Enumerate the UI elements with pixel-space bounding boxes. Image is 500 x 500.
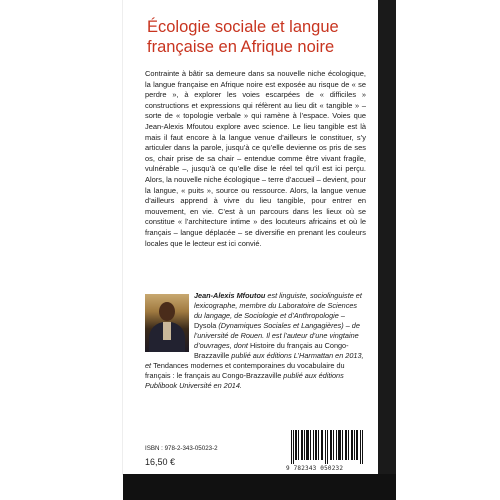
author-bio-3: (Dynamiques Sociales et Langagières) – de l’université de Rouen. Il est l’auteur d’une vingtaine d’ouvrages, dont xyxy=(194,321,360,350)
blurb xyxy=(145,69,366,249)
barcode-digits: 9 782343 050232 xyxy=(286,465,344,472)
blurb-text: Contrainte à bâtir sa demeure dans sa nouvelle niche écologique, la langue française en Afrique noire est exposée au risque de « se perdre », à explorer les voies escarpées de « difficiles » constructions et expressions qui réfèrent au lieu dit « tangible » – sorte de « topologie verbale » qui ramène à l’espace. Voies que Jean-Alexis Mfoutou explore avec science. Le lieu tangible est là mais il faut encore à la langue venue d’ailleurs le constituer, s’y articuler dans la parole, jusqu’à ce qu’elle devienne os pris de ses os, chair prise de sa chair – entendue comme être vivant fragile, vulnérable –, jusqu’à ce qu’elle dise le réel tel qu’il est ici perçu. Alors, la nouvelle niche écologique – terre d’accueil – devient, pour la langue, « puits », source ou ressource. Alors, la langue venue d’ailleurs apprend à vivre du lieu tangible, pour entrer en mouvement, en vie. C’est à un parcours dans les lieux où se constitue « l’architecture intime » des locuteurs africains et où le français – langue déplacée – se diversifie en prenant les couleurs locales que le lecteur est ici convié. xyxy=(145,69,366,248)
author-bio-5: publié aux éditions L’Harmattan en 2013, et xyxy=(145,351,364,370)
title-line-1: Écologie sociale et langue xyxy=(147,18,339,36)
author-name: Jean-Alexis Mfoutou xyxy=(194,291,266,300)
isbn: ISBN : 978-2-343-05023-2 xyxy=(145,445,218,452)
author-bio-7: publié aux éditions Publibook Université en 2014. xyxy=(145,371,344,390)
author-bio-2: Dysola xyxy=(194,321,217,330)
author-bio-1: est linguiste, sociolinguiste et lexicographe, membre du Laboratoire de Sciences du langage, de Sociologie et d’Anthropologie – xyxy=(194,291,362,320)
book-spine xyxy=(378,0,396,474)
book-title xyxy=(147,17,367,57)
author-section xyxy=(145,291,366,391)
author-photo xyxy=(145,294,189,352)
price: 16,50 € xyxy=(145,457,176,467)
title-line-2: française en Afrique noire xyxy=(147,38,335,56)
bottom-band xyxy=(123,474,396,500)
author-bio-6: Tendances modernes et contemporaines du vocabulaire du français : le français au Congo-Brazzaville xyxy=(145,361,345,380)
author-bio-4: Histoire du français au Congo-Brazzaville xyxy=(194,341,349,360)
barcode-icon xyxy=(290,430,366,464)
